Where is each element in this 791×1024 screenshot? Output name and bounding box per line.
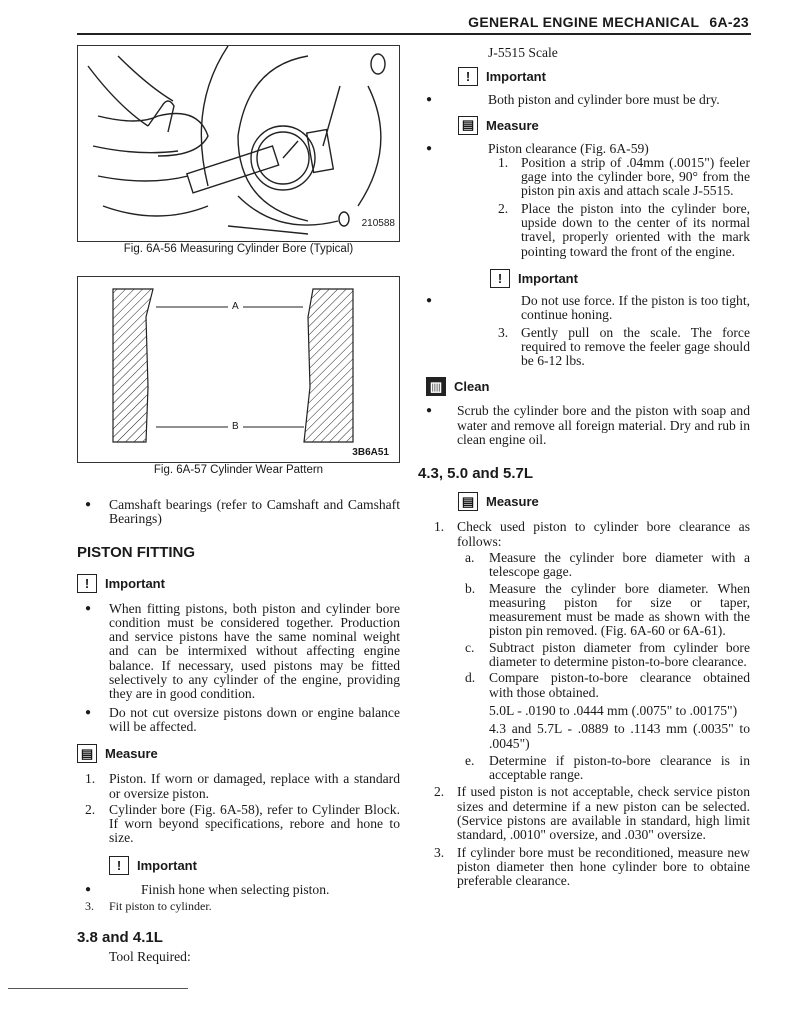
camshaft-bullet: ● Camshaft bearings (refer to Camshaft and Camshaft Bearings)	[77, 498, 400, 527]
substep-b: b. Measure the cylinder bore diameter. When measuring piston for size or taper, measurement must be made as shown with the piston pin removed. (Fig. 6A-60 or 6A-61).	[465, 580, 750, 639]
measure-note	[458, 116, 750, 135]
figure-6a-57	[77, 276, 400, 463]
tool-required: Tool Required:	[109, 949, 191, 965]
step-place-piston: 2. Place the piston into the cylinder bore, upside down to the center of its normal travel, properly oriented with the mark pointing toward the front of the engine.	[498, 200, 750, 259]
step-recondition: 3. If cylinder bore must be reconditioned, measure new piston diameter then hone cylinder bore to obtaine preferable clearance.	[434, 844, 750, 889]
step-cylinder-bore: 2. Cylinder bore (Fig. 6A-58), refer to Cylinder Block. If worn beyond specifications, rebore and hone to size.	[85, 801, 400, 846]
figure-code: 3B6A51	[352, 447, 389, 458]
header-rule	[77, 33, 751, 35]
figure-6a-56-caption: Fig. 6A-56 Measuring Cylinder Bore (Typical)	[123, 243, 354, 255]
step-used-piston: 2. If used piston is not acceptable, check service piston sizes and determine if a new piston can be selected. (Service pistons are available in standard, high limit standard, .0010" oversize, and .030" oversize.	[434, 784, 750, 843]
note-label: Measure	[486, 117, 539, 133]
step-pull-scale: 3. Gently pull on the scale. The force required to remove the feeler gage should be 6-12 lbs.	[498, 324, 750, 369]
step-position-strip: 1. Position a strip of .04mm (.0015") feeler gage into the cylinder bore, 90° from the piston pin axis and attach scale J-5515.	[498, 154, 750, 199]
section-title: PISTON FITTING	[77, 543, 196, 561]
substep-e: e. Determine if piston-to-bore clearance is in acceptable range.	[465, 752, 750, 783]
substep-c: c. Subtract piston diameter from cylinder bore diameter to determine piston-to-bore clearance.	[465, 639, 750, 670]
oversize-bullet: ● Do not cut oversize pistons down or engine balance will be affected.	[77, 706, 400, 735]
clean-note	[426, 377, 750, 396]
step-fit-piston: 3. Fit piston to cylinder.	[85, 899, 212, 914]
page-header	[468, 14, 749, 30]
scale-tool: J-5515 Scale	[488, 45, 558, 60]
gauge-box-icon: ▤	[77, 744, 97, 763]
fitting-bullet: ● When fitting pistons, both piston and cylinder bore condition must be considered together. Production and service pistons have the same nominal weight and can be intermixed without affecting engine balance. If necessary, used pistons may be fitted selectively to any cylinder of the engine, providing they are in good condition.	[77, 602, 400, 702]
footer-rule	[8, 988, 188, 989]
spec-4-3-5-7: 4.3 and 5.7L - .0889 to .1143 mm (.0035" to .0045")	[489, 721, 750, 751]
step-check-clearance: 1. Check used piston to cylinder bore clearance as follows:	[434, 519, 750, 549]
exclamation-box-icon: !	[490, 269, 510, 288]
note-label: Important	[486, 69, 546, 85]
important-note	[490, 269, 750, 288]
substep-d: d. Compare piston-to-bore clearance obtained with those obtained.	[465, 670, 750, 700]
note-label: Measure	[486, 494, 539, 510]
substep-a: a. Measure the cylinder bore diameter with a telescope gage.	[465, 549, 750, 580]
gauge-box-icon: ▤	[458, 492, 478, 511]
left-column	[77, 40, 400, 965]
note-label: Important	[105, 575, 165, 591]
brush-box-icon: ▥	[426, 377, 446, 396]
right-column	[418, 46, 750, 888]
measuring-cylinder-bore-illustration	[78, 46, 399, 241]
header-title: GENERAL ENGINE MECHANICAL	[468, 14, 700, 30]
note-label: Clean	[454, 379, 490, 395]
important-note	[109, 856, 400, 875]
important-note	[458, 67, 750, 86]
note-label: Measure	[105, 746, 158, 762]
measure-note	[458, 492, 750, 511]
measure-note	[77, 744, 400, 763]
label-a: A	[232, 301, 239, 312]
gauge-box-icon: ▤	[458, 116, 478, 135]
figure-code: 210588	[361, 218, 395, 229]
figure-6a-57-caption: Fig. 6A-57 Cylinder Wear Pattern	[153, 464, 324, 476]
note-label: Important	[137, 857, 197, 873]
step-piston: 1. Piston. If worn or damaged, replace with a standard or oversize piston.	[85, 771, 400, 801]
clearance-bullet: ● Piston clearance (Fig. 6A-59)	[418, 142, 750, 156]
scrub-bullet: ● Scrub the cylinder bore and the piston with soap and water and remove all foreign material. Dry and rub in clean engine oil.	[418, 404, 750, 447]
subheading-3-8-4-1: 3.8 and 4.1L	[77, 929, 163, 947]
subheading-4-3-5-0-5-7: 4.3, 5.0 and 5.7L	[418, 465, 534, 483]
figure-6a-56	[77, 45, 400, 242]
exclamation-box-icon: !	[458, 67, 478, 86]
label-b: B	[232, 421, 239, 432]
finish-bullet: ● Finish hone when selecting piston.	[77, 883, 400, 897]
note-label: Important	[518, 270, 578, 286]
exclamation-box-icon: !	[77, 574, 97, 593]
no-force-bullet: ● Do not use force. If the piston is too tight, continue honing.	[418, 294, 750, 323]
spec-5-0: 5.0L - .0190 to .0444 mm (.0075" to .00175")	[489, 702, 738, 718]
important-note	[77, 574, 400, 593]
dry-bullet: ● Both piston and cylinder bore must be dry.	[418, 93, 750, 107]
exclamation-box-icon: !	[109, 856, 129, 875]
page-number: 6A-23	[709, 14, 749, 30]
